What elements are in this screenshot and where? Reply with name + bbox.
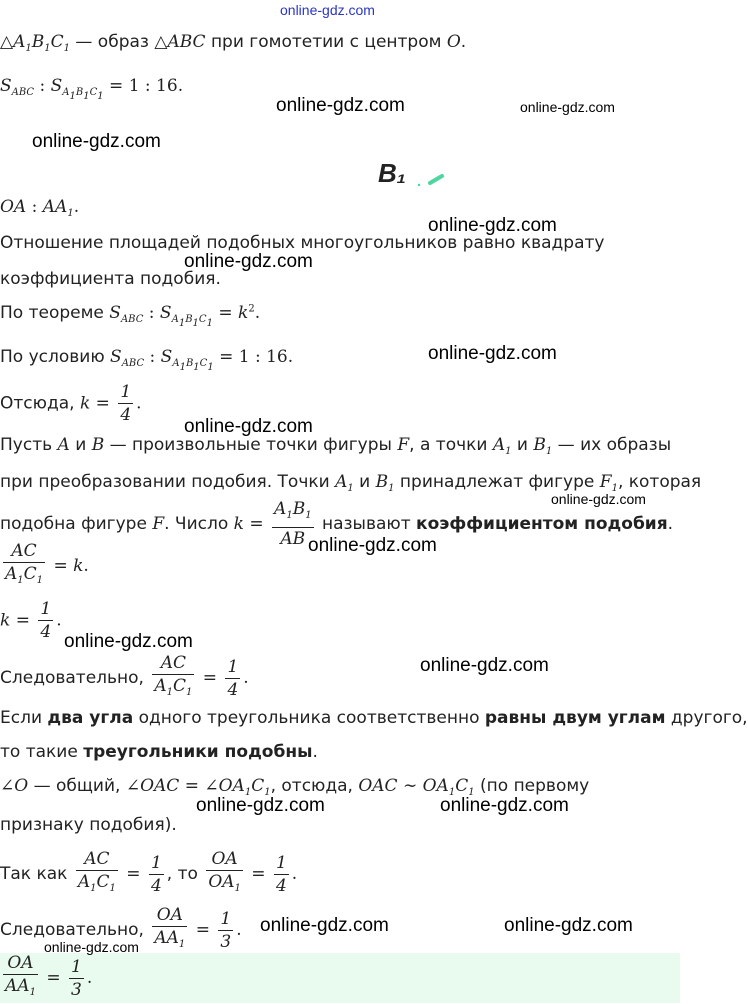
text-by-condition: По условию <box>0 347 105 367</box>
text-triangles-similar: треугольники подобны <box>83 742 313 762</box>
line-definition-3: подобна фигуре F. Число k = $\frac{A_1B_1}{AB}$ называют коэффициентом подобия. <box>0 499 674 549</box>
line-condition: По условию $S_{ABC}$ : $S_{A_1B_1C_1} = 1$ : 16. <box>0 347 294 373</box>
line-since: Так как $\frac{AC}{A_1C_1}$ = $\frac{1}{4}$ , то $\frac{OA}{OA_1}$ = $\frac{1}{4}$ . <box>0 849 298 896</box>
text-then: , то <box>166 864 198 884</box>
line-hence-k: Отсюда, k = $\frac{1}{4}$ . <box>0 382 142 425</box>
line-criterion <box>0 708 748 728</box>
line-therefore-1: Следовательно, $\frac{AC}{A_1C_1}$ = $\frac{1}{4}$ . <box>0 653 249 700</box>
figure-stroke-icon <box>414 172 446 188</box>
line-definition-2: при преобразовании подобия. Точки $A_1$ и $B_1$ принадлежат фигуре $F_1$, которая <box>0 472 702 494</box>
line-therefore-2: Следовательно, $\frac{OA}{AA_1}$ = $\frac{1}{3}$ . <box>0 905 242 952</box>
text-similar-figure: подобна фигуре <box>0 514 147 534</box>
text-belong-figure: принадлежат фигуре <box>399 472 595 492</box>
watermark: online-gdz.com <box>64 631 193 652</box>
ratio-oa-aa1: OA : $AA_1$. <box>0 197 80 219</box>
text-and-2: и <box>516 435 528 455</box>
text-then-such: то такие <box>0 742 78 762</box>
text-two-angles: два угла <box>47 708 134 728</box>
text-therefore-1: Следовательно, <box>0 668 144 688</box>
watermark: online-gdz.com <box>44 939 139 955</box>
watermark: online-gdz.com <box>428 343 557 364</box>
figure-label: B₁ <box>378 158 406 188</box>
text-number: . Число <box>164 514 229 534</box>
text-hence: Отсюда, <box>0 393 75 414</box>
text-transformation: при преобразовании подобия. Точки <box>0 472 330 492</box>
text-since: Так как <box>0 864 68 884</box>
text-if: Если <box>0 708 43 728</box>
line-definition-1: Пусть A и B — произвольные точки фигуры F, а точки $A_1$ и $B_1$ — их образы <box>0 435 672 457</box>
header-watermark: online-gdz.com <box>280 2 375 18</box>
watermark: online-gdz.com <box>308 535 437 556</box>
text-area-ratio-rule: Отношение площадей подобных многоугольников равно квадрату <box>0 233 605 253</box>
k-value: k = $\frac{1}{4}$ . <box>0 599 62 642</box>
text-homothety: при гомотетии с центром <box>210 32 442 52</box>
text-first-criterion: (по первому <box>480 776 590 796</box>
text-and-3: и <box>359 472 371 492</box>
line-common-angle: ∠O — общий, ∠OAC = $\angle OA_1C_1$, отсюда, OAC ∼ $OA_1C_1$ (по первому <box>0 776 590 798</box>
watermark: online-gdz.com <box>420 655 549 676</box>
text-one-triangle: одного треугольника соответственно <box>138 708 480 728</box>
text-which: , которая <box>617 472 702 492</box>
answer-highlight <box>0 953 680 1003</box>
text-and-1: и <box>75 435 87 455</box>
watermark: online-gdz.com <box>260 915 389 936</box>
text-and-points: , а точки <box>409 435 488 455</box>
line-criterion-2: то такие треугольники подобны. <box>0 742 318 762</box>
watermark: online-gdz.com <box>196 795 325 816</box>
text-by-theorem: По теореме <box>0 303 104 323</box>
text-other: другого, <box>670 708 748 728</box>
text-called: называют <box>321 514 411 534</box>
line-homothety: $\triangle A_1B_1C_1$ — образ △ABC при гомотетии с центром O. <box>0 32 467 54</box>
text-equal-angles: равны двум углам <box>484 708 666 728</box>
text-their-images: — их образы <box>557 435 672 455</box>
watermark: online-gdz.com <box>276 95 405 116</box>
text-similarity-criterion: признаку подобия). <box>0 815 177 835</box>
text-therefore-2: Следовательно, <box>0 920 144 940</box>
line-theorem: По теореме $S_{ABC}$ : $S_{A_1B_1C_1} = k^2$. <box>0 303 261 329</box>
watermark: online-gdz.com <box>32 131 161 152</box>
ratio-ac-a1c1: $\frac{AC}{A_1C_1}$ = k. <box>5 541 89 586</box>
area-ratio-given: $S_{ABC}$ : $S_{A_1B_1C_1} = 1$ : 16. <box>0 76 184 102</box>
text-arbitrary-points: — произвольные точки фигуры <box>109 435 392 455</box>
text-similarity-coefficient: коэффициента подобия. <box>0 269 221 289</box>
watermark: online-gdz.com <box>520 99 615 115</box>
text-common: — общий, <box>33 776 121 796</box>
watermark: online-gdz.com <box>428 215 557 236</box>
text-let: Пусть <box>0 435 53 455</box>
watermark: online-gdz.com <box>551 491 646 507</box>
watermark: online-gdz.com <box>184 416 313 437</box>
text-hence-2: , отсюда, <box>270 776 353 796</box>
watermark: online-gdz.com <box>440 795 569 816</box>
text-coefficient-bold: коэффициентом подобия <box>416 514 668 534</box>
watermark: online-gdz.com <box>504 915 633 936</box>
watermark: online-gdz.com <box>184 251 313 272</box>
answer-formula: $\frac{OA}{AA_1}$ = $\frac{1}{3}$ . <box>5 953 93 1000</box>
text-obraz: — образ <box>75 32 149 52</box>
